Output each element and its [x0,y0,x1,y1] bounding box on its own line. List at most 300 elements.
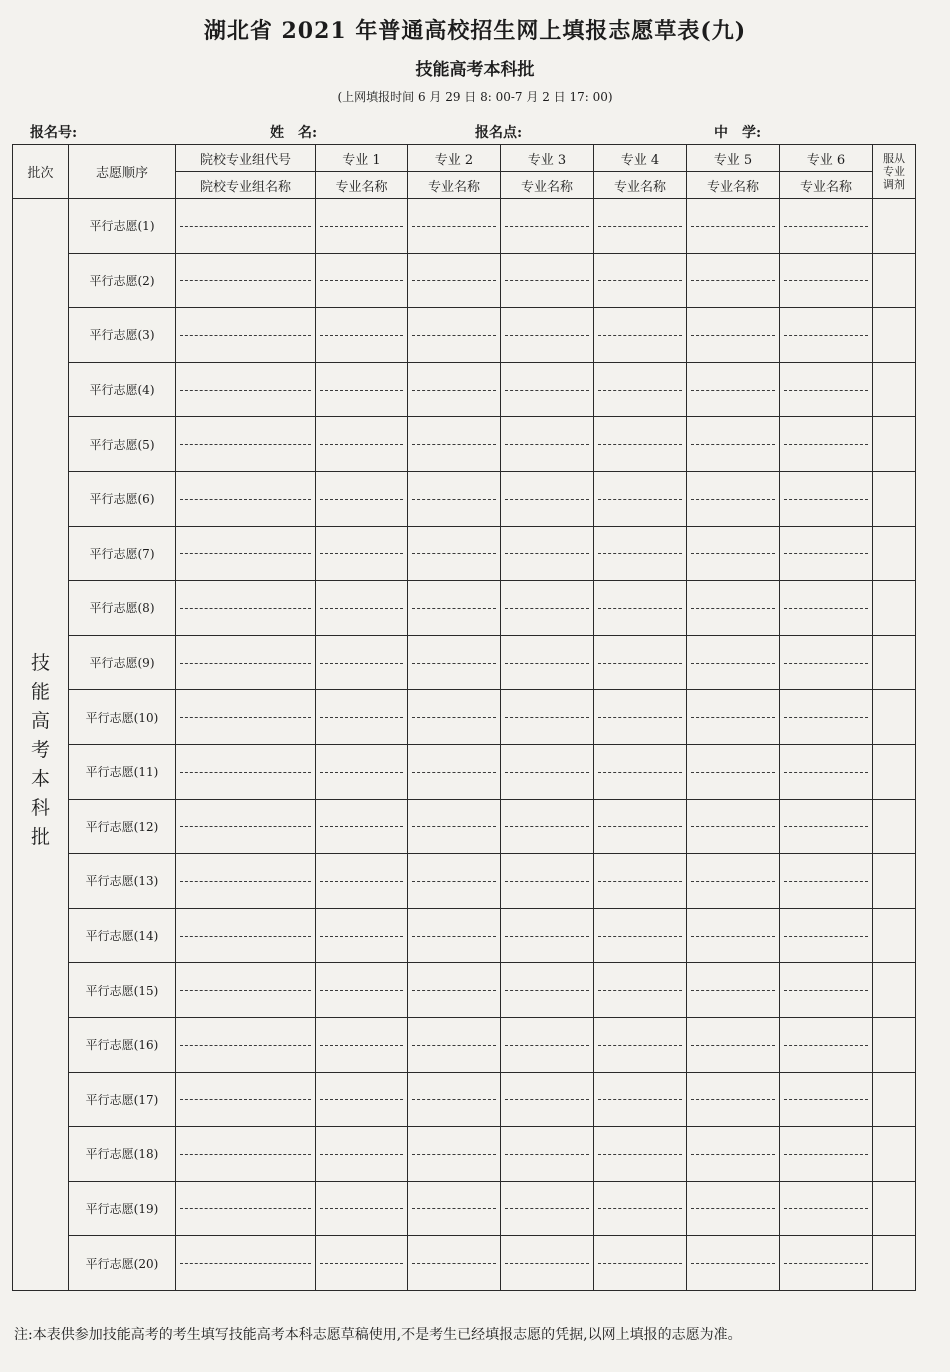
major-4-entry-cell[interactable] [594,854,687,909]
major-4-entry-cell[interactable] [594,963,687,1018]
volunteer-form-table [12,144,916,1291]
major-3-header: 专业 3 [501,145,594,172]
major-6-entry-cell[interactable] [780,744,873,799]
order-header: 志愿顺序 [69,145,176,199]
major-2-entry-cell[interactable] [408,1072,501,1127]
major-6-entry-cell[interactable] [780,362,873,417]
dashed-divider [320,1154,403,1155]
major-3-entry-cell[interactable] [501,963,594,1018]
group-entry-cell[interactable] [176,471,316,526]
dashed-divider [412,1263,496,1264]
major-2-entry-cell[interactable] [408,963,501,1018]
adjustment-entry-cell[interactable] [873,362,916,417]
major-5-entry-cell[interactable] [687,308,780,363]
dashed-divider [784,990,868,991]
major-1-entry-cell[interactable] [316,1181,408,1236]
dashed-divider [598,936,682,937]
adjustment-entry-cell[interactable] [873,417,916,472]
volunteer-row [13,1072,916,1127]
adjustment-entry-cell[interactable] [873,635,916,690]
major-5-entry-cell[interactable] [687,854,780,909]
dashed-divider [505,881,589,882]
volunteer-row [13,253,916,308]
dashed-divider [320,881,403,882]
major-1-entry-cell[interactable] [316,308,408,363]
adjustment-entry-cell[interactable] [873,1181,916,1236]
dashed-divider [412,1045,496,1046]
major-1-entry-cell[interactable] [316,471,408,526]
dashed-divider [598,1154,682,1155]
dashed-divider [691,990,775,991]
major-1-entry-cell[interactable] [316,963,408,1018]
group-entry-cell[interactable] [176,199,316,254]
major-5-entry-cell[interactable] [687,744,780,799]
major-6-entry-cell[interactable] [780,526,873,581]
adjustment-entry-cell[interactable] [873,854,916,909]
major-5-entry-cell[interactable] [687,1181,780,1236]
dashed-divider [505,772,589,773]
major-2-entry-cell[interactable] [408,199,501,254]
dashed-divider [784,1154,868,1155]
major-6-entry-cell[interactable] [780,471,873,526]
dashed-divider [505,553,589,554]
major-1-entry-cell[interactable] [316,854,408,909]
batch-header: 批次 [13,145,69,199]
major-3-entry-cell[interactable] [501,799,594,854]
dashed-divider [598,826,682,827]
major-1-entry-cell[interactable] [316,1236,408,1291]
major-6-entry-cell[interactable] [780,581,873,636]
major-5-entry-cell[interactable] [687,581,780,636]
dashed-divider [180,990,311,991]
adjustment-entry-cell[interactable] [873,199,916,254]
volunteer-order-label: 平行志愿(4) [69,362,176,417]
major-4-entry-cell[interactable] [594,1127,687,1182]
major-1-entry-cell[interactable] [316,1017,408,1072]
dashed-divider [784,826,868,827]
dashed-divider [505,1099,589,1100]
major-6-name-header: 专业名称 [780,172,873,199]
dashed-divider [691,280,775,281]
dashed-divider [784,499,868,500]
dashed-divider [320,226,403,227]
high-school-label: 中 学: [714,125,762,141]
dashed-divider [598,444,682,445]
group-entry-cell[interactable] [176,908,316,963]
major-1-entry-cell[interactable] [316,199,408,254]
major-2-entry-cell[interactable] [408,526,501,581]
major-5-entry-cell[interactable] [687,1072,780,1127]
volunteer-order-label: 平行志愿(3) [69,308,176,363]
major-1-header: 专业 1 [316,145,408,172]
major-2-entry-cell[interactable] [408,854,501,909]
major-5-entry-cell[interactable] [687,1236,780,1291]
volunteer-order-label: 平行志愿(12) [69,799,176,854]
group-entry-cell[interactable] [176,1181,316,1236]
adjustment-entry-cell[interactable] [873,799,916,854]
major-5-entry-cell[interactable] [687,253,780,308]
major-6-entry-cell[interactable] [780,963,873,1018]
major-2-entry-cell[interactable] [408,744,501,799]
group-entry-cell[interactable] [176,963,316,1018]
major-2-entry-cell[interactable] [408,1127,501,1182]
major-6-entry-cell[interactable] [780,308,873,363]
dashed-divider [691,226,775,227]
volunteer-order-label: 平行志愿(18) [69,1127,176,1182]
major-4-name-header: 专业名称 [594,172,687,199]
adjustment-entry-cell[interactable] [873,308,916,363]
volunteer-row [13,526,916,581]
major-3-entry-cell[interactable] [501,1236,594,1291]
dashed-divider [180,1263,311,1264]
dashed-divider [412,499,496,500]
major-3-entry-cell[interactable] [501,362,594,417]
dashed-divider [505,1154,589,1155]
dashed-divider [598,280,682,281]
dashed-divider [412,772,496,773]
major-1-entry-cell[interactable] [316,635,408,690]
adjustment-entry-cell[interactable] [873,690,916,745]
dashed-divider [598,1208,682,1209]
major-1-entry-cell[interactable] [316,417,408,472]
dashed-divider [784,717,868,718]
major-3-entry-cell[interactable] [501,308,594,363]
volunteer-order-label: 平行志愿(17) [69,1072,176,1127]
major-3-entry-cell[interactable] [501,1072,594,1127]
volunteer-order-label: 平行志愿(15) [69,963,176,1018]
dashed-divider [691,553,775,554]
dashed-divider [784,663,868,664]
major-3-entry-cell[interactable] [501,1017,594,1072]
adjustment-entry-cell[interactable] [873,253,916,308]
dashed-divider [598,1045,682,1046]
adjustment-entry-cell[interactable] [873,1072,916,1127]
major-4-entry-cell[interactable] [594,199,687,254]
major-3-entry-cell[interactable] [501,1127,594,1182]
major-2-entry-cell[interactable] [408,799,501,854]
volunteer-row [13,1017,916,1072]
volunteer-order-label: 平行志愿(16) [69,1017,176,1072]
dashed-divider [320,1099,403,1100]
dashed-divider [505,335,589,336]
dashed-divider [180,772,311,773]
group-entry-cell[interactable] [176,308,316,363]
volunteer-row [13,362,916,417]
major-5-entry-cell[interactable] [687,963,780,1018]
volunteer-row [13,417,916,472]
major-5-entry-cell[interactable] [687,1017,780,1072]
exam-number-label: 报名号: [30,125,78,141]
adjustment-entry-cell[interactable] [873,1127,916,1182]
submission-period: (上网填报时间 6 月 29 日 8: 00-7 月 2 日 17: 00) [337,90,613,104]
major-4-entry-cell[interactable] [594,744,687,799]
dashed-divider [505,717,589,718]
dashed-divider [691,499,775,500]
dashed-divider [691,335,775,336]
dashed-divider [320,772,403,773]
dashed-divider [320,826,403,827]
major-4-entry-cell[interactable] [594,635,687,690]
major-6-entry-cell[interactable] [780,1127,873,1182]
major-2-entry-cell[interactable] [408,908,501,963]
major-3-entry-cell[interactable] [501,690,594,745]
dashed-divider [320,280,403,281]
volunteer-order-label: 平行志愿(19) [69,1181,176,1236]
major-4-entry-cell[interactable] [594,799,687,854]
dashed-divider [505,226,589,227]
dashed-divider [598,226,682,227]
adjustment-entry-cell[interactable] [873,1017,916,1072]
footnote: 注:本表供参加技能高考的考生填写技能高考本科志愿草稿使用,不是考生已经填报志愿的凭据,以网上填报的志愿为准。 [14,1327,742,1343]
major-2-entry-cell[interactable] [408,1181,501,1236]
major-1-entry-cell[interactable] [316,1127,408,1182]
major-4-entry-cell[interactable] [594,1236,687,1291]
major-6-entry-cell[interactable] [780,253,873,308]
volunteer-order-label: 平行志愿(8) [69,581,176,636]
major-6-entry-cell[interactable] [780,799,873,854]
major-6-entry-cell[interactable] [780,854,873,909]
dashed-divider [180,881,311,882]
dashed-divider [784,226,868,227]
group-entry-cell[interactable] [176,1236,316,1291]
dashed-divider [598,335,682,336]
dashed-divider [505,663,589,664]
dashed-divider [505,444,589,445]
major-4-entry-cell[interactable] [594,1181,687,1236]
dashed-divider [691,444,775,445]
volunteer-row [13,1127,916,1182]
group-entry-cell[interactable] [176,854,316,909]
major-1-entry-cell[interactable] [316,744,408,799]
major-1-entry-cell[interactable] [316,908,408,963]
dashed-divider [505,390,589,391]
dashed-divider [505,608,589,609]
dashed-divider [320,663,403,664]
dashed-divider [412,1099,496,1100]
major-3-entry-cell[interactable] [501,581,594,636]
major-4-entry-cell[interactable] [594,581,687,636]
major-3-entry-cell[interactable] [501,417,594,472]
dashed-divider [691,881,775,882]
adjustment-entry-cell[interactable] [873,526,916,581]
major-5-entry-cell[interactable] [687,199,780,254]
adjustment-header-line-3: 调剂 [883,178,905,191]
major-3-entry-cell[interactable] [501,471,594,526]
dashed-divider [505,826,589,827]
major-5-entry-cell[interactable] [687,526,780,581]
dashed-divider [320,390,403,391]
group-entry-cell[interactable] [176,690,316,745]
group-entry-cell[interactable] [176,799,316,854]
dashed-divider [784,772,868,773]
dashed-divider [784,553,868,554]
group-entry-cell[interactable] [176,1017,316,1072]
dashed-divider [412,226,496,227]
major-3-entry-cell[interactable] [501,526,594,581]
major-6-entry-cell[interactable] [780,908,873,963]
dashed-divider [784,1099,868,1100]
volunteer-row [13,1181,916,1236]
major-4-entry-cell[interactable] [594,362,687,417]
volunteer-row [13,635,916,690]
group-entry-cell[interactable] [176,1127,316,1182]
group-code-header: 院校专业组代号 [176,145,316,172]
major-3-entry-cell[interactable] [501,854,594,909]
volunteer-row [13,854,916,909]
dashed-divider [691,826,775,827]
major-5-entry-cell[interactable] [687,908,780,963]
dashed-divider [505,1263,589,1264]
volunteer-order-label: 平行志愿(5) [69,417,176,472]
volunteer-order-label: 平行志愿(10) [69,690,176,745]
volunteer-row [13,908,916,963]
major-3-entry-cell[interactable] [501,1181,594,1236]
major-1-entry-cell[interactable] [316,1072,408,1127]
group-entry-cell[interactable] [176,417,316,472]
dashed-divider [598,553,682,554]
dashed-divider [691,1045,775,1046]
dashed-divider [505,1208,589,1209]
major-5-entry-cell[interactable] [687,635,780,690]
major-4-entry-cell[interactable] [594,471,687,526]
major-3-entry-cell[interactable] [501,199,594,254]
volunteer-order-label: 平行志愿(20) [69,1236,176,1291]
dashed-divider [505,990,589,991]
dashed-divider [180,1208,311,1209]
volunteer-order-label: 平行志愿(14) [69,908,176,963]
dashed-divider [598,499,682,500]
major-1-name-header: 专业名称 [316,172,408,199]
major-6-entry-cell[interactable] [780,1181,873,1236]
major-6-entry-cell[interactable] [780,690,873,745]
major-2-entry-cell[interactable] [408,1236,501,1291]
batch-name-cell [13,199,69,1291]
major-1-entry-cell[interactable] [316,581,408,636]
major-6-entry-cell[interactable] [780,1072,873,1127]
major-3-name-header: 专业名称 [501,172,594,199]
major-4-entry-cell[interactable] [594,417,687,472]
major-5-entry-cell[interactable] [687,1127,780,1182]
major-2-entry-cell[interactable] [408,417,501,472]
major-1-entry-cell[interactable] [316,526,408,581]
major-5-entry-cell[interactable] [687,417,780,472]
major-5-entry-cell[interactable] [687,799,780,854]
dashed-divider [505,1045,589,1046]
major-6-entry-cell[interactable] [780,635,873,690]
major-2-entry-cell[interactable] [408,690,501,745]
major-2-entry-cell[interactable] [408,581,501,636]
major-6-entry-cell[interactable] [780,1236,873,1291]
major-1-entry-cell[interactable] [316,362,408,417]
header-row-1 [13,145,916,172]
dashed-divider [180,444,311,445]
dashed-divider [180,1045,311,1046]
dashed-divider [691,608,775,609]
volunteer-order-label: 平行志愿(9) [69,635,176,690]
group-entry-cell[interactable] [176,362,316,417]
dashed-divider [784,1208,868,1209]
major-3-entry-cell[interactable] [501,908,594,963]
major-6-entry-cell[interactable] [780,199,873,254]
major-2-entry-cell[interactable] [408,253,501,308]
major-5-header: 专业 5 [687,145,780,172]
major-3-entry-cell[interactable] [501,635,594,690]
major-5-entry-cell[interactable] [687,471,780,526]
major-5-entry-cell[interactable] [687,690,780,745]
dashed-divider [784,280,868,281]
major-4-entry-cell[interactable] [594,526,687,581]
major-2-name-header: 专业名称 [408,172,501,199]
dashed-divider [320,936,403,937]
group-entry-cell[interactable] [176,744,316,799]
dashed-divider [412,390,496,391]
dashed-divider [412,608,496,609]
major-4-entry-cell[interactable] [594,1017,687,1072]
adjustment-entry-cell[interactable] [873,963,916,1018]
group-entry-cell[interactable] [176,253,316,308]
dashed-divider [784,1263,868,1264]
major-4-entry-cell[interactable] [594,1072,687,1127]
dashed-divider [784,881,868,882]
major-4-entry-cell[interactable] [594,690,687,745]
adjustment-entry-cell[interactable] [873,908,916,963]
adjustment-entry-cell[interactable] [873,471,916,526]
volunteer-row [13,308,916,363]
adjustment-entry-cell[interactable] [873,1236,916,1291]
dashed-divider [320,499,403,500]
group-entry-cell[interactable] [176,1072,316,1127]
major-4-entry-cell[interactable] [594,908,687,963]
adjustment-entry-cell[interactable] [873,581,916,636]
dashed-divider [320,1263,403,1264]
major-1-entry-cell[interactable] [316,799,408,854]
major-1-entry-cell[interactable] [316,253,408,308]
major-5-entry-cell[interactable] [687,362,780,417]
major-6-entry-cell[interactable] [780,1017,873,1072]
major-2-entry-cell[interactable] [408,471,501,526]
major-2-entry-cell[interactable] [408,308,501,363]
dashed-divider [320,990,403,991]
adjustment-entry-cell[interactable] [873,744,916,799]
batch-name: 技能高考本科批 [30,652,50,848]
dashed-divider [412,990,496,991]
major-1-entry-cell[interactable] [316,690,408,745]
dashed-divider [691,390,775,391]
dashed-divider [320,553,403,554]
group-entry-cell[interactable] [176,581,316,636]
major-6-entry-cell[interactable] [780,417,873,472]
major-2-header: 专业 2 [408,145,501,172]
form-title: 湖北省 2021 年普通高校招生网上填报志愿草表(九) [203,18,747,44]
major-2-entry-cell[interactable] [408,1017,501,1072]
dashed-divider [598,1263,682,1264]
major-3-entry-cell[interactable] [501,253,594,308]
group-entry-cell[interactable] [176,526,316,581]
major-2-entry-cell[interactable] [408,635,501,690]
dashed-divider [598,663,682,664]
major-4-entry-cell[interactable] [594,253,687,308]
major-4-entry-cell[interactable] [594,308,687,363]
form-subtitle: 技能高考本科批 [415,60,535,80]
major-5-name-header: 专业名称 [687,172,780,199]
volunteer-order-label: 平行志愿(7) [69,526,176,581]
dashed-divider [505,280,589,281]
major-2-entry-cell[interactable] [408,362,501,417]
group-entry-cell[interactable] [176,635,316,690]
dashed-divider [180,608,311,609]
major-3-entry-cell[interactable] [501,744,594,799]
dashed-divider [320,1045,403,1046]
